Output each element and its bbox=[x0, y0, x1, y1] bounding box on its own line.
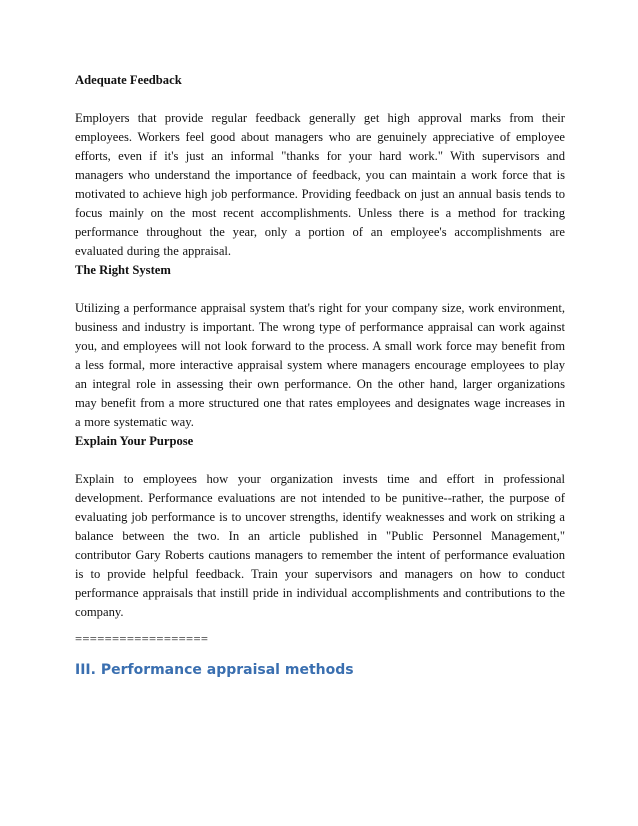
paragraph-the-right-system: Utilizing a performance appraisal system that's right for your company size, work environment, business and industry is important. The wrong type of performance appraisal can work against you, and employees will not look forward to the process. A small work force may benefit from a less formal, more interactive appraisal system where managers encourage employees to play an integral role in assessing their own performance. On the other hand, larger organizations may benefit from a more structured one that rates employees and designates wage increases in a more systematic way. bbox=[75, 301, 565, 429]
spacer bbox=[75, 280, 565, 299]
heading-the-right-system: The Right System bbox=[75, 263, 171, 277]
paragraph-adequate-feedback: Employers that provide regular feedback generally get high approval marks from their employees. Workers feel good about managers who are genuinely appreciative of employee efforts, even if it's just an informal "thanks for your hard work." With supervisors and managers who understand the importance of feedback, you can maintain a work force that is motivated to achieve high job performance. Providing feedback on just an annual basis tends to focus mainly on the most recent accomplishments. Unless there is a method for tracking performance throughout the year, only a portion of an employee's accomplishments are evaluated during the appraisal. bbox=[75, 111, 565, 258]
spacer bbox=[75, 90, 565, 109]
section-title-performance-appraisal-methods: III. Performance appraisal methods bbox=[75, 662, 354, 678]
spacer bbox=[75, 451, 565, 470]
heading-adequate-feedback: Adequate Feedback bbox=[75, 73, 182, 87]
heading-explain-your-purpose: Explain Your Purpose bbox=[75, 434, 194, 448]
document-content bbox=[75, 71, 565, 680]
paragraph-explain-your-purpose: Explain to employees how your organization invests time and effort in professional development. Performance evaluations are not intended to be punitive--rather, the purpose of evaluating job performance is to uncover strengths, identify weaknesses and work on striking a balance between the two. In an article published in "Public Personnel Management," contributor Gary Roberts cautions managers to remember the intent of performance evaluation is to provide helpful feedback. Train your supervisors and managers on how to conduct performance appraisals that instill pride in individual accomplishments and contributions to the company. bbox=[75, 472, 565, 619]
separator-line: ================== bbox=[75, 632, 209, 646]
